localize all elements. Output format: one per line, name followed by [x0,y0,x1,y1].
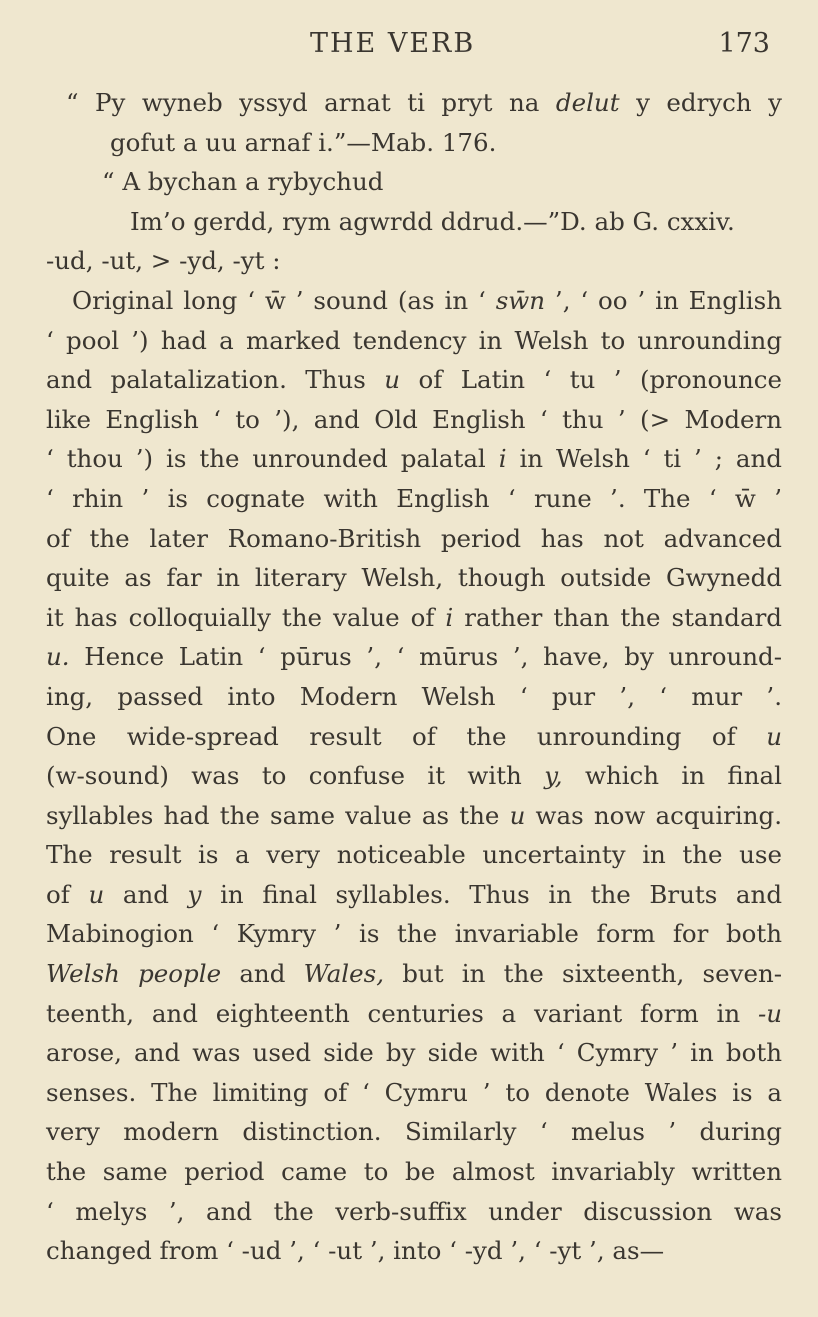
text-line: it has colloquially the value of i rather than the standard [46,602,782,632]
text-line: syllables had the same value as the u was now acquiring. [46,800,782,830]
text-line: Welsh people and Wales, but in the sixteenth, seven- [46,959,783,989]
text-line: ‘ rhin ’ is cognate with English ‘ rune ’. The ‘ w̄ ’ [46,483,782,513]
text-line: ing, passed into Modern Welsh ‘ pur ’, ‘ mur ’. [46,681,782,711]
page-number: 173 [718,28,770,59]
text-line: (w-sound) was to confuse it with y, which in final [46,761,782,791]
text-line: ‘ pool ’) had a marked tendency in Welsh to unrounding [46,325,782,355]
quote-line: “ Py wyneb yssyd arnat ti pryt na delut y edrych y [66,88,783,117]
text-line: ‘ thou ’) is the unrounded palatal i in Welsh ‘ ti ’ ; and [46,444,782,474]
text-line: the same period came to be almost invariably written [46,1157,782,1187]
text-line: and palatalization. Thus u of Latin ‘ tu ’ (pronounce [46,365,783,395]
running-title: THE VERB [310,28,476,59]
text-line: of u and y in final syllables. Thus in the Bruts and [46,879,783,909]
text-line: changed from ‘ -ud ’, ‘ -ut ’, into ‘ -yd ’, ‘ -yt ’, as— [46,1236,665,1266]
text-line: ‘ melys ’, and the verb-suffix under discussion was [46,1196,782,1226]
text-line: Original long ‘ w̄ ’ sound (as in ‘ sw̄n ’, ‘ oo ’ in English [72,285,782,315]
text-line: of the later Romano-British period has not advanced [46,523,782,553]
text-line: like English ‘ to ’), and Old English ‘ thu ’ (> Modern [46,404,782,434]
section-heading: -ud, -ut, > -yd, -yt : [46,246,281,276]
quote-line: Im’o gerdd, rym agwrdd ddrud.—”D. ab G. cxxiv. [130,206,735,236]
text-line: quite as far in literary Welsh, though outside Gwynedd [46,563,782,593]
body-text [46,83,782,1271]
quote-line: gofut a uu arnaf i.”—Mab. 176. [110,127,497,157]
text-line: The result is a very noticeable uncertainty in the use [46,840,782,870]
text-line: very modern distinction. Similarly ‘ melus ’ during [46,1117,782,1147]
text-line: senses. The limiting of ‘ Cymru ’ to denote Wales is a [46,1077,782,1107]
text-line: u. Hence Latin ‘ pūrus ’, ‘ mūrus ’, have, by unround- [46,642,782,672]
text-line: teenth, and eighteenth centuries a variant form in -u [46,998,782,1028]
page-header [0,26,818,62]
text-line: One wide-spread result of the unrounding of u [46,721,782,751]
text-line: Mabinogion ‘ Kymry ’ is the invariable form for both [46,919,782,949]
text-line: arose, and was used side by side with ‘ Cymry ’ in both [46,1038,782,1068]
quote-line: “ A bychan a rybychud [102,167,384,197]
